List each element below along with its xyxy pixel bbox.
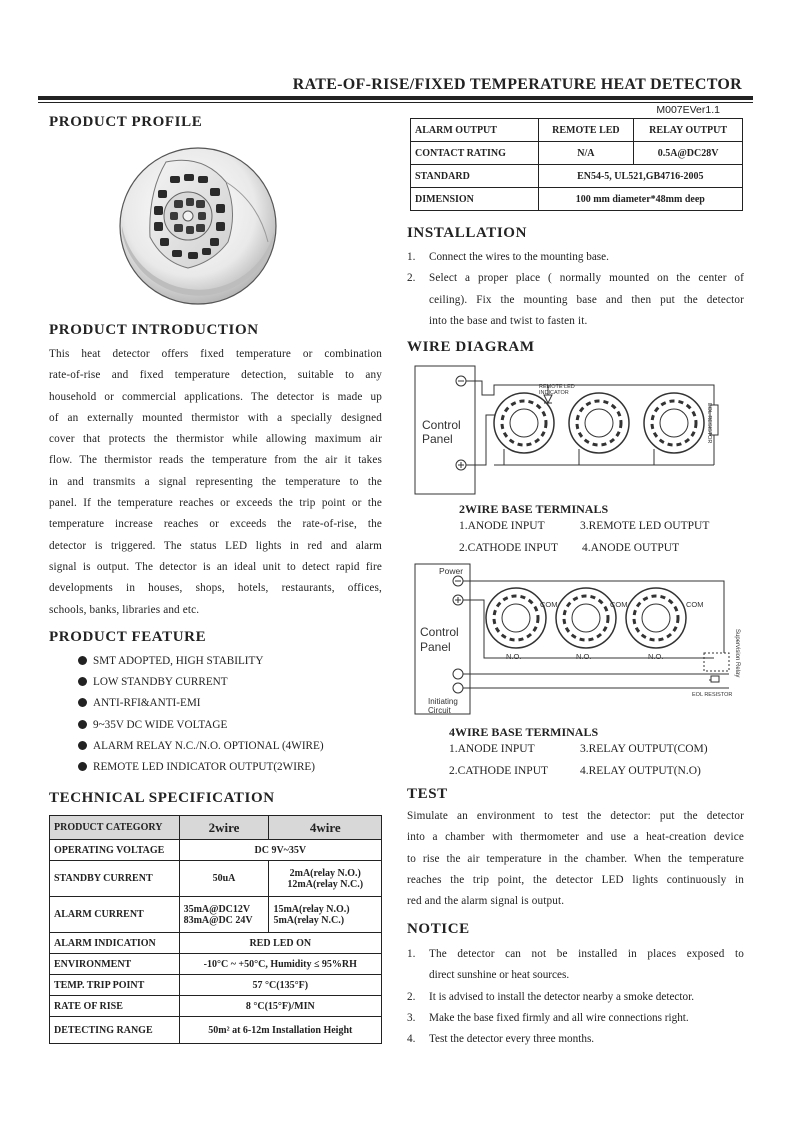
- feature-item: 9~35V DC WIDE VOLTAGE: [78, 715, 324, 736]
- intro-line: rate-of-rise and fixed temperature detection, suitable to any: [49, 369, 382, 382]
- detector-base-4w-2: [556, 588, 616, 648]
- intro-line: flow. The thermistor reads the temperature from the air it takes: [49, 454, 382, 467]
- feature-item: ALARM RELAY N.C./N.O. OPTIONAL (4WIRE): [78, 736, 324, 757]
- intro-line: of an externally mounted thermistor with a specially designed: [49, 411, 382, 424]
- supervision-relay-icon: [704, 653, 729, 671]
- power-label: Power: [439, 566, 464, 576]
- contact-rating-label: CONTACT RATING: [411, 142, 539, 165]
- two-wire-terminal-2: 2.CATHODE INPUT: [459, 542, 559, 554]
- com-label-2: COM: [610, 600, 628, 609]
- alarm-current-label: ALARM CURRENT: [50, 897, 180, 933]
- notice-item-2: 2. It is advised to install the detector nearby a smoke detector.: [407, 990, 694, 1003]
- standard-value: EN54-5, UL521,GB4716-2005: [538, 165, 742, 188]
- notice-item-4: 4. Test the detector every three months.: [407, 1033, 595, 1046]
- initiating-label: Initiating: [428, 697, 458, 706]
- intro-line: This heat detector offers fixed temperature or combination: [49, 348, 382, 360]
- intro-heading: PRODUCT INTRODUCTION: [49, 322, 259, 338]
- bullet-icon: [78, 720, 87, 729]
- control-label: Control: [422, 418, 461, 432]
- no-label-1: N.O.: [506, 652, 522, 661]
- trip-value: 57 °C(135°F): [179, 975, 381, 996]
- initiating-terminal-1-icon: [453, 669, 463, 679]
- th-category: PRODUCT CATEGORY: [50, 816, 180, 840]
- four-wire-terminal-1: 1.ANODE INPUT: [449, 743, 535, 755]
- notice-list: [407, 944, 744, 1050]
- operating-voltage-value: DC 9V~35V: [179, 840, 381, 861]
- installation-list: [407, 247, 744, 332]
- alarm-4wire: 15mA(relay N.O.) 5mA(relay N.C.): [269, 897, 382, 933]
- eol-resistor-icon-2: [711, 676, 719, 682]
- circuit-label: Circuit: [428, 706, 451, 715]
- operating-voltage-label: OPERATING VOLTAGE: [50, 840, 180, 861]
- control-label-2: Control: [420, 625, 459, 639]
- detector-base-4w-3: [626, 588, 686, 648]
- eol-label: EOL RESISTOR: [706, 403, 712, 444]
- four-wire-terminal-4: 4.RELAY OUTPUT(N.O): [580, 765, 701, 777]
- contact-na: N/A: [538, 142, 634, 165]
- standard-label: STANDARD: [411, 165, 539, 188]
- bullet-icon: [78, 741, 87, 750]
- install-step-1: 1. Connect the wires to the mounting base.: [407, 251, 609, 263]
- output-spec-table: [410, 118, 743, 211]
- relay-output-col: RELAY OUTPUT: [634, 119, 743, 142]
- standby-4wire: 2mA(relay N.O.) 12mA(relay N.C.): [269, 861, 382, 897]
- test-line: to rise the air temperature in the chamber. When the temperature: [407, 852, 744, 865]
- detector-base-3: [644, 393, 704, 453]
- alarm-output-label: ALARM OUTPUT: [411, 119, 539, 142]
- remote-led-label-2: INDICATOR: [539, 390, 569, 396]
- techspec-table: [49, 815, 382, 1044]
- alarm-indication-label: ALARM INDICATION: [50, 933, 180, 954]
- wire-diagram-heading: WIRE DIAGRAM: [407, 339, 535, 355]
- initiating-terminal-2-icon: [453, 683, 463, 693]
- four-wire-title: 4WIRE BASE TERMINALS: [449, 725, 599, 739]
- remote-led-label-1: REMOTE LED: [539, 384, 575, 390]
- com-label-3: COM: [686, 600, 704, 609]
- range-value: 50m² at 6-12m Installation Height: [179, 1017, 381, 1044]
- test-line: into a chamber with thermometer and use a heat-creation device: [407, 831, 744, 844]
- panel-label: Panel: [422, 432, 453, 446]
- alarm-2wire: 35mA@DC12V 83mA@DC 24V: [179, 897, 269, 933]
- supervision-relay-label: Supervision Relay: [734, 629, 740, 678]
- bullet-icon: [78, 762, 87, 771]
- th-2wire: 2wire: [179, 816, 269, 840]
- standby-label: STANDBY CURRENT: [50, 861, 180, 897]
- dimension-label: DIMENSION: [411, 188, 539, 211]
- detector-base-2: [569, 393, 629, 453]
- eol-label-2: EOL RESISTOR: [692, 692, 733, 698]
- contact-value: 0.5A@DC28V: [634, 142, 743, 165]
- two-wire-terminal-3: 3.REMOTE LED OUTPUT: [580, 520, 710, 532]
- techspec-heading: TECHNICAL SPECIFICATION: [49, 790, 275, 806]
- intro-line: schools, banks, libraries and etc.: [49, 603, 200, 616]
- test-line: Simulate an environment to test the detector: put the detector: [407, 810, 744, 822]
- profile-heading: PRODUCT PROFILE: [49, 114, 203, 130]
- intro-line: temperature increase reaches or exceeds the rate-of-rise, the: [49, 518, 382, 531]
- notice-heading: NOTICE: [407, 921, 470, 937]
- header-rule-thin: [38, 102, 753, 103]
- alarm-indication-value: RED LED ON: [179, 933, 381, 954]
- test-line: reaches the trip point, the detector LED lights continuously in: [407, 873, 744, 886]
- feature-list: [78, 651, 324, 778]
- two-wire-terminal-4: 4.ANODE OUTPUT: [582, 542, 680, 554]
- install-step-2: 2. Select a proper place ( normally mounted on the center of ceiling). Fix the mounting base and then put the detector into the base and twist to fasten it.: [407, 272, 744, 327]
- test-text: [407, 806, 744, 912]
- two-wire-title: 2WIRE BASE TERMINALS: [459, 502, 609, 516]
- feature-item: ANTI-RFI&ANTI-EMI: [78, 693, 324, 714]
- two-wire-terminal-1: 1.ANODE INPUT: [459, 520, 545, 532]
- installation-heading: INSTALLATION: [407, 225, 528, 241]
- detector-product-image: [118, 142, 278, 307]
- feature-item: REMOTE LED INDICATOR OUTPUT(2WIRE): [78, 757, 324, 778]
- feature-item: SMT ADOPTED, HIGH STABILITY: [78, 651, 324, 672]
- detector-base-4w-1: [486, 588, 546, 648]
- intro-text: [49, 344, 382, 621]
- no-label-3: N.O.: [648, 652, 664, 661]
- four-wire-terminal-3: 3.RELAY OUTPUT(COM): [580, 743, 708, 755]
- intro-line: developments in houses, shops, hotels, restaurants, offices,: [49, 582, 382, 595]
- feature-item: LOW STANDBY CURRENT: [78, 672, 324, 693]
- trip-label: TEMP. TRIP POINT: [50, 975, 180, 996]
- ror-value: 8 °C(15°F)/MIN: [179, 996, 381, 1017]
- intro-line: panel. If the temperature reaches or exceeds the trip point or the: [49, 497, 382, 510]
- four-wire-terminal-2: 2.CATHODE INPUT: [449, 765, 549, 777]
- intro-line: household or commercial applications. The detector is made up: [49, 390, 382, 403]
- intro-line: detector is triggered. The status LED lights in red and alarm: [49, 539, 382, 552]
- com-label-1: COM: [540, 600, 558, 609]
- range-label: DETECTING RANGE: [50, 1017, 180, 1044]
- header-rule-thick: [38, 96, 753, 100]
- test-line: red and the alarm signal is output.: [407, 895, 565, 908]
- intro-line: signal is output. The detector is an ideal unit to detect rapid fire: [49, 560, 382, 573]
- environment-value: -10°C ~ +50°C, Humidity ≤ 95%RH: [179, 954, 381, 975]
- bullet-icon: [78, 677, 87, 686]
- test-heading: TEST: [407, 786, 448, 802]
- feature-heading: PRODUCT FEATURE: [49, 629, 207, 645]
- bullet-icon: [78, 656, 87, 665]
- detector-base-1: [494, 393, 554, 453]
- version-label: M007EVer1.1: [656, 104, 720, 116]
- document-title: RATE-OF-RISE/FIXED TEMPERATURE HEAT DETECTOR: [292, 76, 742, 93]
- intro-line: cover that protects the thermistor while allowing maximum air: [49, 433, 382, 446]
- dimension-value: 100 mm diameter*48mm deep: [538, 188, 742, 211]
- notice-item-1: 1. The detector can not be installed in places exposed to direct sunshine or heat sources.: [407, 948, 744, 982]
- environment-label: ENVIRONMENT: [50, 954, 180, 975]
- no-label-2: N.O.: [576, 652, 592, 661]
- remote-led-col: REMOTE LED: [538, 119, 634, 142]
- panel-label-2: Panel: [420, 640, 451, 654]
- notice-item-3: 3. Make the base fixed firmly and all wire connections right.: [407, 1011, 689, 1024]
- intro-line: in and transmits a signal representing the temperature to the: [49, 475, 382, 488]
- bullet-icon: [78, 698, 87, 707]
- ror-label: RATE OF RISE: [50, 996, 180, 1017]
- standby-2wire: 50uA: [179, 861, 269, 897]
- four-wire-diagram: [414, 563, 744, 718]
- th-4wire: 4wire: [269, 816, 382, 840]
- two-wire-diagram: [414, 365, 744, 497]
